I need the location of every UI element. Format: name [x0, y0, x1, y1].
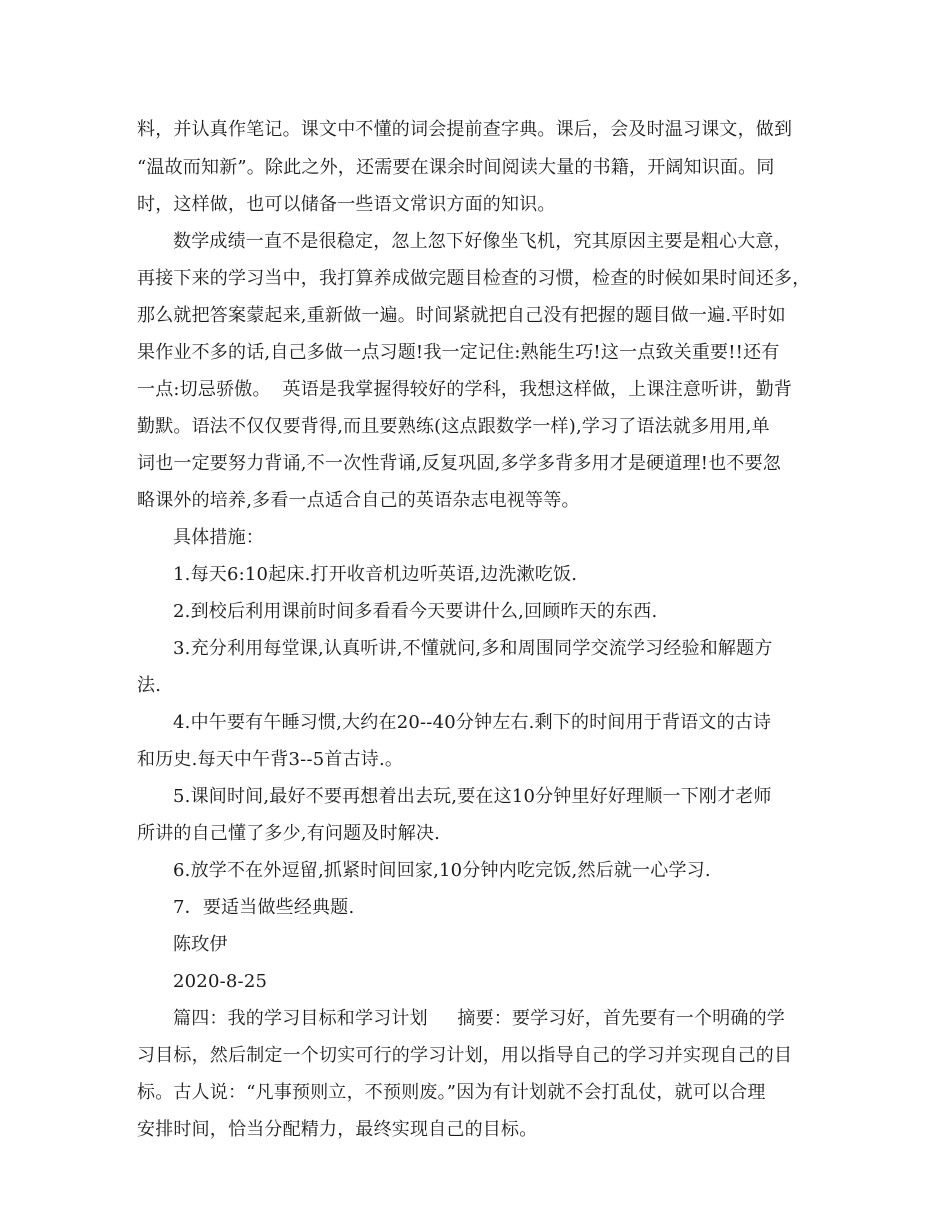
text-line: 果作业不多的话,自己多做一点习题!我一定记住:熟能生巧!这一点致关重要!!还有	[137, 342, 780, 363]
text-line: 词也一定要努力背诵,不一次性背诵,反复巩固,多学多背多用才是硬道理!也不要忽	[137, 453, 781, 474]
text-line: 略课外的培养,多看一点适合自己的英语杂志电视等等。	[137, 490, 580, 511]
text-line: 具体措施：	[173, 527, 264, 548]
text-line: 4.中午要有午睡习惯,大约在20--40分钟左右.剩下的时间用于背语文的古诗	[173, 712, 772, 733]
text-line: 数学成绩一直不是很稳定，忽上忽下好像坐飞机，究其原因主要是粗心大意，	[173, 231, 792, 252]
text-line: 5.课间时间,最好不要再想着出去玩,要在这10分钟里好好理顺一下刚才老师	[173, 786, 772, 807]
text-line: 法.	[137, 675, 162, 696]
date-text: 2020-8-25	[173, 971, 268, 992]
text-line: 2.到校后利用课前时间多看看今天要讲什么,回顾昨天的东西.	[173, 601, 658, 622]
author-name: 陈玫伊	[173, 934, 228, 955]
text-line: 勤默。语法不仅仅要背得,而且要熟练(这点跟数学一样),学习了语法就多用用,单	[137, 416, 770, 437]
text-line: 标。古人说：“凡事预则立，不预则废。”因为有计划就不会打乱仗，就可以合理	[137, 1082, 766, 1103]
text-line: 1.每天6:10起床.打开收音机边听英语,边洗漱吃饭.	[173, 564, 578, 585]
text-line: 安排时间，恰当分配精力，最终实现自己的目标。	[137, 1119, 538, 1140]
text-line: 7．要适当做些经典题.	[173, 897, 355, 918]
text-line: 3.充分利用每堂课,认真听讲,不懂就问,多和周围同学交流学习经验和解题方	[173, 638, 773, 659]
text-line: 一点:切忌骄傲。 英语是我掌握得较好的学科，我想这样做，上课注意听讲，勤背	[137, 379, 793, 400]
text-line: 再接下来的学习当中，我打算养成做完题目检查的习惯，检查的时候如果时间还多，	[137, 268, 811, 289]
section-heading-line: 篇四：我的学习目标和学习计划 摘要：要学习好，首先要有一个明确的学	[173, 1008, 786, 1029]
text-line: 和历史.每天中午背3--5首古诗.。	[137, 749, 404, 770]
text-line: “温故而知新”。除此之外，还需要在课余时间阅读大量的书籍，开阔知识面。同	[137, 157, 775, 178]
text-line: 习目标，然后制定一个切实可行的学习计划，用以指导自己的学习并实现自己的目	[137, 1045, 793, 1066]
text-line: 时，这样做，也可以储备一些语文常识方面的知识。	[137, 194, 556, 215]
text-line: 所讲的自己懂了多少,有问题及时解决.	[137, 823, 441, 844]
text-line: 那么就把答案蒙起来,重新做一遍。时间紧就把自己没有把握的题目做一遍.平时如	[137, 305, 786, 326]
text-line: 料，并认真作笔记。课文中不懂的词会提前查字典。课后，会及时温习课文，做到	[137, 119, 793, 140]
text-line: 6.放学不在外逗留,抓紧时间回家,10分钟内吃完饭,然后就一心学习.	[173, 860, 711, 881]
